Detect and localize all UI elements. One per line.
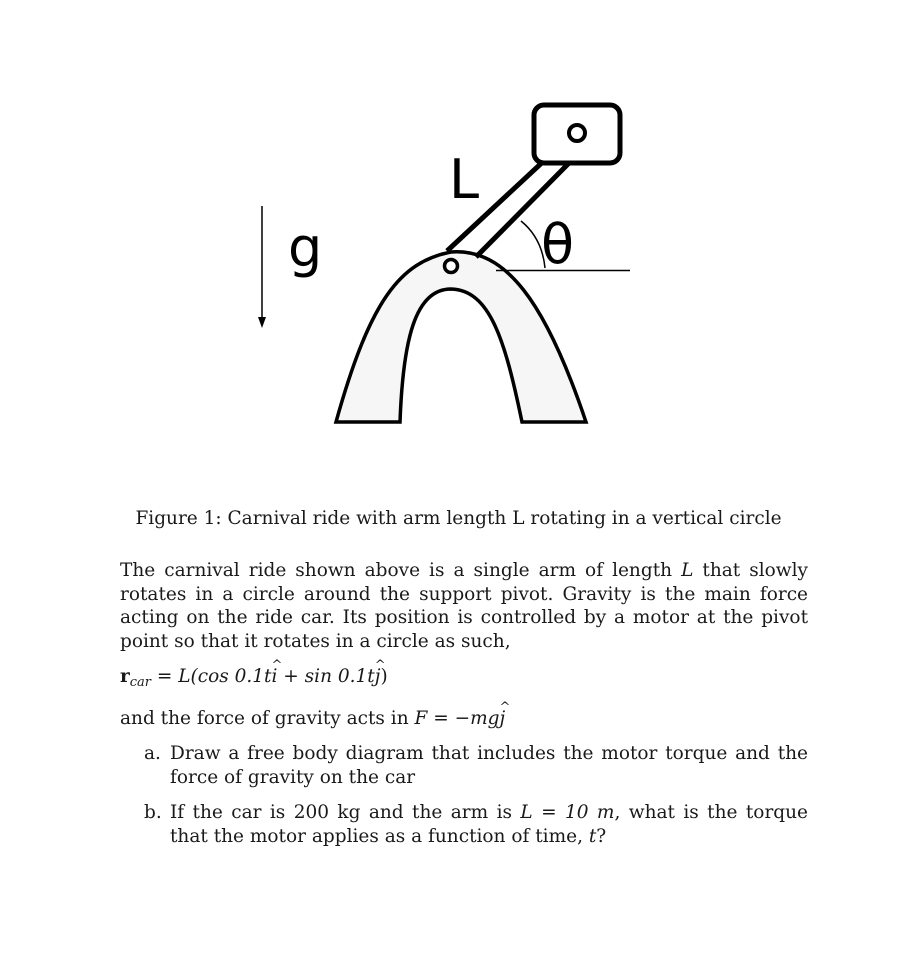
figure-caption: Figure 1: Carnival ride with arm length L rotating in a vertical circle (135, 508, 782, 529)
item-text: Draw a free body diagram that includes the motor torque and the force of gravity on the car (170, 743, 808, 788)
gravity-text: and the force of gravity acts in (120, 707, 415, 729)
item-text-c: ? (596, 825, 607, 847)
item-marker: b. (144, 802, 162, 823)
eq-j-hat: ^ j (375, 665, 381, 689)
gravity-label: g (288, 216, 323, 279)
eq-r: r (120, 666, 130, 687)
support-arch (336, 252, 586, 422)
eq-sub: car (129, 675, 151, 690)
eq-rest-c: ) (380, 666, 388, 687)
intro-text-a: The carnival ride shown above is a single arm of length (120, 560, 682, 581)
item-time-symbol: t (588, 825, 597, 847)
question-list (120, 742, 808, 848)
intro-text-b: that slowly rotates in a circle around the support pivot. Gravity is the main force acting on the ride car. Its position is controlled by a motor at the pivot point so that it rotates in a circle as such, (120, 560, 808, 652)
gravity-math: F = −mg (414, 707, 500, 729)
problem-text (120, 559, 808, 860)
angle-label: θ (541, 213, 575, 276)
list-item (120, 742, 808, 789)
gravity-arrow (258, 206, 266, 328)
eq-rest-b: + sin 0.1t (277, 666, 375, 687)
eq-i-hat: ^ i (272, 665, 278, 689)
intro-length-symbol: L (681, 560, 694, 581)
item-marker: a. (144, 743, 161, 764)
car-pin (569, 125, 585, 141)
pivot-pin (445, 260, 458, 273)
length-label: L (449, 148, 480, 211)
gravity-j-hat: ^ j (499, 707, 505, 731)
gravity-sentence (120, 707, 808, 731)
item-text-a: If the car is 200 kg and the arm is (170, 802, 521, 823)
item-text-b: , what is the torque that the motor applies as a function of time, (170, 802, 808, 847)
intro-paragraph (120, 559, 808, 653)
eq-rest-a: = L(cos 0.1t (151, 666, 272, 687)
item-math: L = 10 m (520, 802, 615, 823)
position-equation (120, 665, 808, 695)
list-item (120, 801, 808, 848)
